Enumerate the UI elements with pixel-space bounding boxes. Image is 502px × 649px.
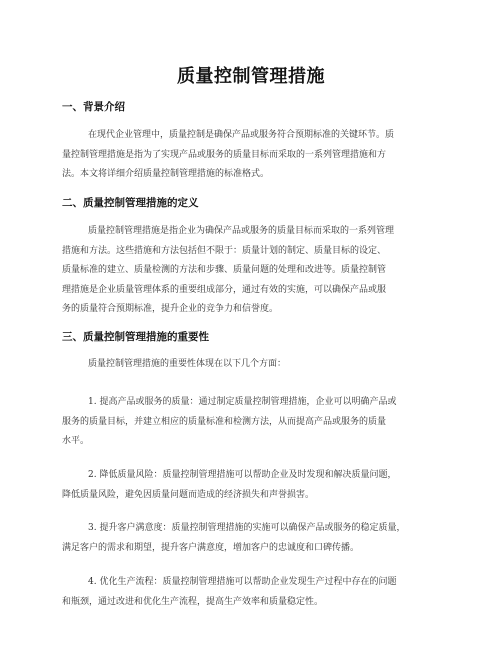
list-item — [62, 393, 442, 452]
paragraph-line: 质量标准的建立、质量检测的方法和步骤、质量问题的处理和改进等。质量控制管 — [62, 265, 387, 275]
paragraph-line: 理措施是企业质量管理体系的重要组成部分，通过有效的实施，可以确保产品或服 — [62, 284, 387, 295]
paragraph-line: 务的质量符合预期标准，提升企业的竞争力和信誉度。 — [62, 304, 279, 314]
section-intro-importance — [62, 355, 442, 375]
list-item-line: 1. 提高产品或服务的质量：通过制定质量控制管理措施，企业可以明确产品或 — [88, 397, 397, 407]
paragraph-line: 量控制管理措施是指为了实现产品或服务的质量目标而采取的一系列管理措施和方 — [62, 149, 387, 160]
list-item-line: 满足客户的需求和期望，提升客户满意度，增加客户的忠诚度和口碑传播。 — [62, 542, 360, 553]
list-item — [62, 466, 442, 505]
list-item-line: 水平。 — [62, 436, 90, 446]
section-heading-background: 一、背景介绍 — [62, 101, 125, 113]
list-item-line: 2. 降低质量风险：质量控制管理措施可以帮助企业及时发现和解决质量问题， — [88, 470, 397, 480]
paragraph-line: 法。本文将详细介绍质量控制管理措施的标准格式。 — [62, 169, 270, 179]
section-paragraph-background — [62, 126, 442, 185]
section-heading-importance: 三、质量控制管理措施的重要性 — [62, 331, 209, 343]
list-item-line: 4. 优化生产流程：质量控制管理措施可以帮助企业发现生产过程中存在的问题 — [88, 577, 397, 587]
list-item — [62, 573, 442, 612]
section-paragraph-definition — [62, 222, 442, 320]
paragraph-line: 质量控制管理措施的重要性体现在以下几个方面： — [88, 359, 287, 369]
list-item-line: 3. 提升客户满意度：质量控制管理措施的实施可以确保产品或服务的稳定质量， — [88, 523, 406, 533]
list-item-line: 服务的质量目标，并建立相应的质量标准和检测方法，从而提高产品或服务的质量 — [62, 416, 387, 427]
list-item-line: 降低质量风险，避免因质量问题而造成的经济损失和声誉损害。 — [62, 489, 315, 500]
paragraph-line: 在现代企业管理中，质量控制是确保产品或服务符合预期标准的关键环节。质 — [88, 130, 395, 140]
paragraph-line: 质量控制管理措施是指企业为确保产品或服务的质量目标而采取的一系列管理 — [88, 226, 395, 236]
section-heading-definition: 二、质量控制管理措施的定义 — [62, 197, 199, 209]
list-item-line: 和瓶颈，通过改进和优化生产流程，提高生产效率和质量稳定性。 — [62, 596, 324, 607]
paragraph-line: 措施和方法。这些措施和方法包括但不限于：质量计划的制定、质量目标的设定、 — [62, 245, 387, 256]
document-title: 质量控制管理措施 — [177, 66, 325, 87]
list-item — [62, 519, 442, 558]
